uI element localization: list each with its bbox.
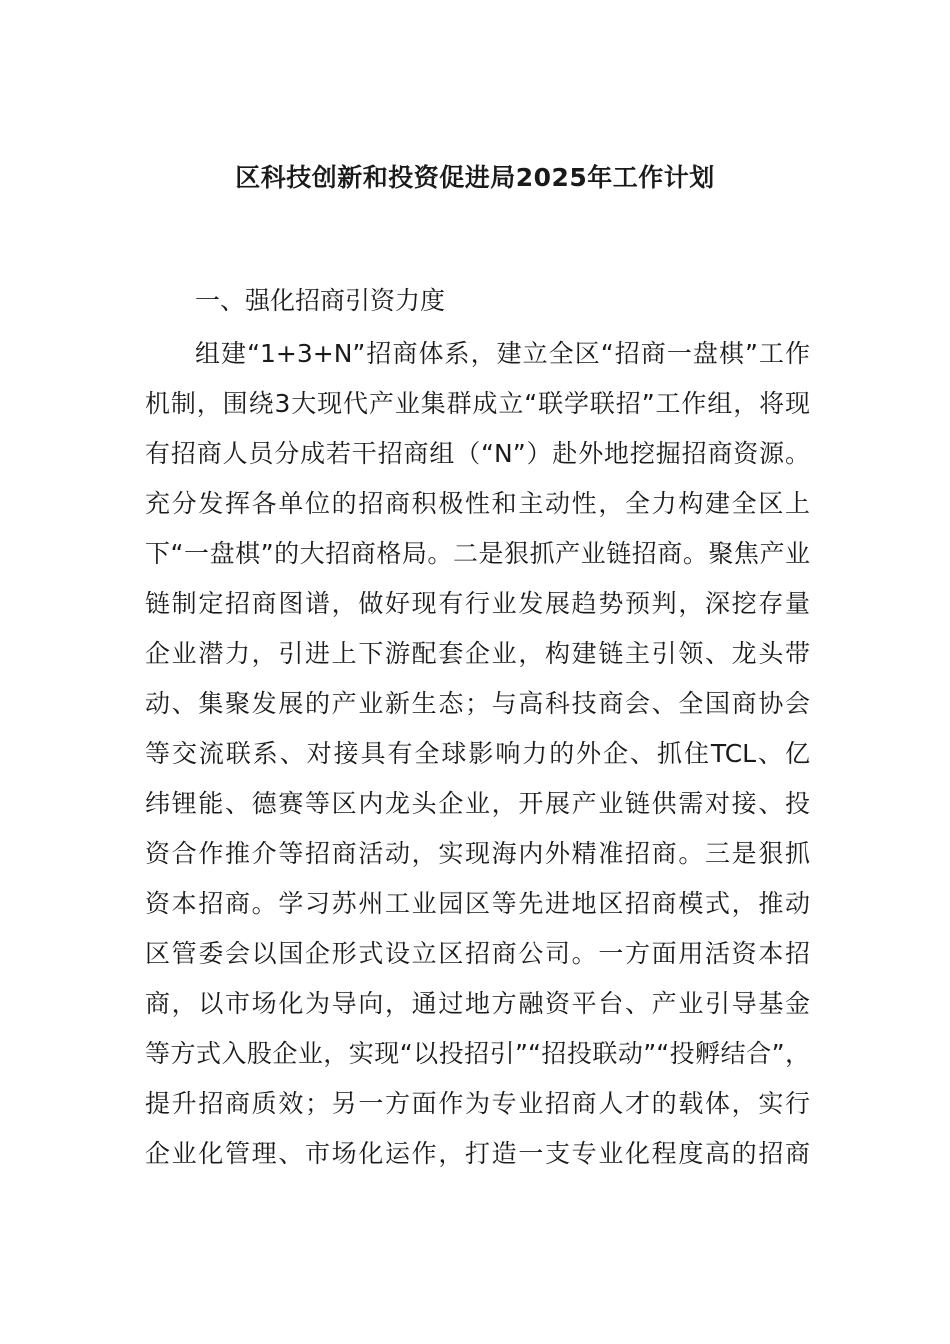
section-heading: 一、强化招商引资力度 <box>195 286 446 315</box>
body-paragraph <box>145 333 810 1183</box>
body-line: 资合作推介等招商活动，实现海内外精准招商。三是狠抓 <box>145 839 810 868</box>
body-line: 有招商人员分成若干招商组（“N”）赴外地挖掘招商资源。 <box>145 439 810 468</box>
body-line: 区管委会以国企形式设立区招商公司。一方面用活资本招 <box>145 939 810 968</box>
body-line: 充分发挥各单位的招商积极性和主动性，全力构建全区上 <box>145 489 810 518</box>
body-line: 机制，围绕3大现代产业集群成立“联学联招”工作组，将现 <box>145 389 810 418</box>
body-line: 组建“1+3+N”招商体系，建立全区“招商一盘棋”工作 <box>195 339 810 368</box>
body-line: 提升招商质效；另一方面作为专业招商人才的载体，实行 <box>145 1089 810 1118</box>
body-line: 企业化管理、市场化运作，打造一支专业化程度高的招商 <box>145 1139 810 1168</box>
body-line: 企业潜力，引进上下游配套企业，构建链主引领、龙头带 <box>145 639 810 668</box>
body-line: 动、集聚发展的产业新生态；与高科技商会、全国商协会 <box>145 689 810 718</box>
body-line: 下“一盘棋”的大招商格局。二是狠抓产业链招商。聚焦产业 <box>145 539 810 568</box>
body-line: 链制定招商图谱，做好现有行业发展趋势预判，深挖存量 <box>145 589 810 618</box>
body-line: 等方式入股企业，实现“以投招引”“招投联动”“投孵结合”， <box>145 1039 810 1068</box>
body-line: 商，以市场化为导向，通过地方融资平台、产业引导基金 <box>145 989 810 1018</box>
document-title: 区科技创新和投资促进局2025年工作计划 <box>235 163 715 192</box>
body-line: 等交流联系、对接具有全球影响力的外企、抓住TCL、亿 <box>145 739 810 768</box>
body-line: 纬锂能、德赛等区内龙头企业，开展产业链供需对接、投 <box>145 789 810 818</box>
body-line: 资本招商。学习苏州工业园区等先进地区招商模式，推动 <box>145 889 810 918</box>
